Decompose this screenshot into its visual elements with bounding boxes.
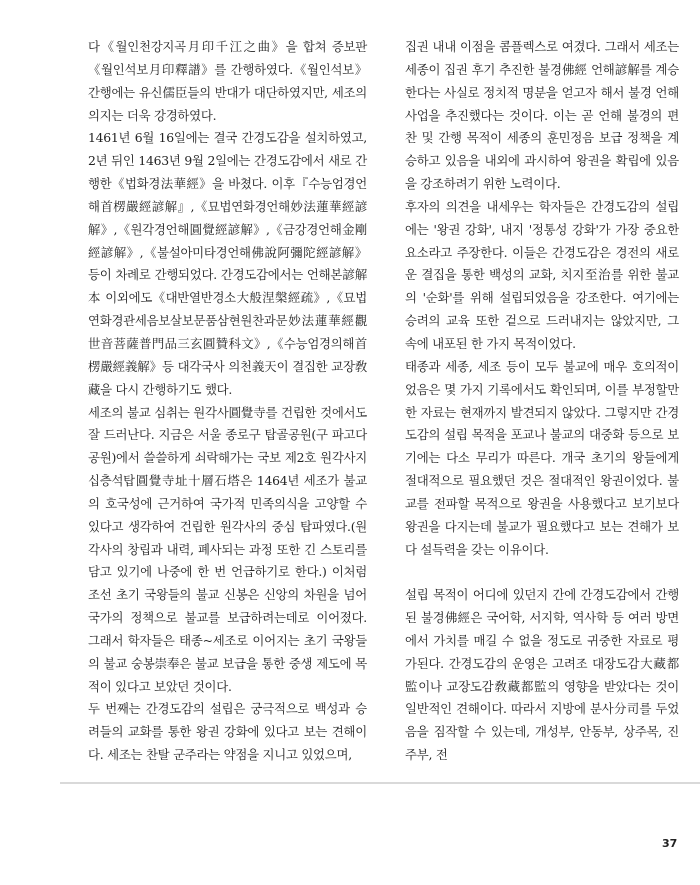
footer-rule [60, 782, 700, 784]
paragraph-sutra-value: 설립 목적이 어디에 있던지 간에 간경도감에서 간행된 불경佛經은 국어학, 서지학, 역사학 등 여러 방면에서 가치를 매길 수 없을 정도로 귀중한 자료로 평가된다. 간경도감의 운영은 고려조 대장도감大藏都監이나 교장도감敎藏都監의 영향을 받았다는 것이 일반적인 견해이다. 따라서 지방에 분사分司를 두었음을 짐작할 수 있는데, 개성부, 안동부, 상주목, 진주부, 전 [405, 587, 679, 763]
right-column [405, 36, 679, 767]
paragraph-royal-authority: 후자의 의견을 내세우는 학자들은 간경도감의 설립에는 '왕권 강화', 내지 '정통성 강화'가 가장 중요한 요소라고 주장한다. 이들은 간경도감은 경전의 새로운 결집을 통한 백성의 교화, 치지至治를 위한 불교의 '순화'를 위해 설립되었음을 강조한다. 여기에는 승려의 교육 또한 겉으로 드러내지는 않았지만, 그 속에 내포된 한 가지 목적이었다. [405, 198, 679, 351]
paragraph-gangyeong-dogam-founding: 1461년 6월 16일에는 결국 간경도감을 설치하였고, 2년 뒤인 1463년 9월 2일에는 간경도감에서 새로 간행한《법화경法華經》을 바쳤다. 이후『수능엄경언해首楞嚴經諺解』,《묘법연화경언해妙法蓮華經諺解》,《원각경언해圓覺經諺解》,《금강경언해金剛經諺解》,《불설아미타경언해佛說阿彌陀經諺解》등이 차례로 간행되었다. 간경도감에서는 언해본諺解本 이외에도《대반열반경소大般涅槃經疏》,《묘법연화경관세음보살보문품삼현원찬과문妙法蓮華經觀世音菩薩普門品三玄圓贊科文》,《수능엄경의해首楞嚴經義解》등 대각국사 의천義天이 결집한 교장敎藏을 다시 간행하기도 했다. [88, 130, 367, 397]
paragraph-second-view: 두 번째는 간경도감의 설립은 궁극적으로 백성과 승려들의 교화를 통한 왕권 강화에 있다고 보는 견해이다. 세조는 찬탈 군주라는 약점을 지니고 있었으며, [88, 701, 367, 763]
paragraph-early-kings: 태종과 세종, 세조 등이 모두 불교에 매우 호의적이었음은 몇 가지 기록에서도 확인되며, 이를 부정할만한 자료는 현재까지 발견되지 않았다. 그렇지만 간경도감의 설립 목적을 포교나 불교의 대중화 등으로 보기에는 다소 무리가 따른다. 개국 초기의 왕들에게 절대적으로 필요했던 것은 절대적인 왕권이었다. 불교를 전파할 목적으로 왕권을 사용했다고 보기보다 왕권을 다지는데 불교가 필요했다고 보는 견해가 보다 설득력을 갖는 이유이다. [405, 358, 679, 557]
paragraph-complex: 집권 내내 이점을 콤플렉스로 여겼다. 그래서 세조는 세종이 집권 후기 추진한 불경佛經 언해諺解를 계승한다는 사실로 정치적 명분을 얻고자 해서 불경 언해사업을 추진했다는 것이다. 이는 곧 언해 불경의 편찬 및 간행 목적이 세종의 훈민정음 보급 정책을 계승하고 있음을 내외에 과시하여 왕권을 확립에 있음을 강조하려기 위한 노력이다. [405, 39, 679, 192]
paragraph-wolin-seokbo: 다《월인천강지곡月印千江之曲》을 합쳐 증보판《월인석보月印釋譜》를 간행하였다.《월인석보》간행에는 유신儒臣들의 반대가 대단하였지만, 세조의 의지는 더욱 강경하였다. [88, 39, 367, 123]
page-number: 37 [662, 837, 678, 850]
paragraph-wongaksa: 세조의 불교 심취는 원각사圓覺寺를 건립한 것에서도 잘 드러난다. 지금은 서울 종로구 탑골공원(구 파고다공원)에서 쓸쓸하게 쇠락해가는 국보 제2호 원각사지십층석탑圓覺寺址十層石塔은 1464년 세조가 불교의 호국성에 근거하여 국가적 민족의식을 고양할 수 있다고 생각하여 건립한 원각사의 중심 탑파였다.(원각사의 창립과 내력, 폐사되는 과정 또한 긴 스토리를 담고 있기에 나중에 한 번 언급하기로 한다.) 이처럼 조선 초기 국왕들의 불교 신봉은 신앙의 차원을 넘어 국가의 정책으로 불교를 보급하려는데로 이어졌다. 그래서 학자들은 태종~세조로 이어지는 초기 국왕들의 불교 숭봉崇奉은 불교 보급을 통한 중생 제도에 목적이 있다고 보았던 것이다. [88, 404, 367, 694]
left-column [88, 36, 367, 767]
paragraph-spacer [405, 561, 679, 584]
